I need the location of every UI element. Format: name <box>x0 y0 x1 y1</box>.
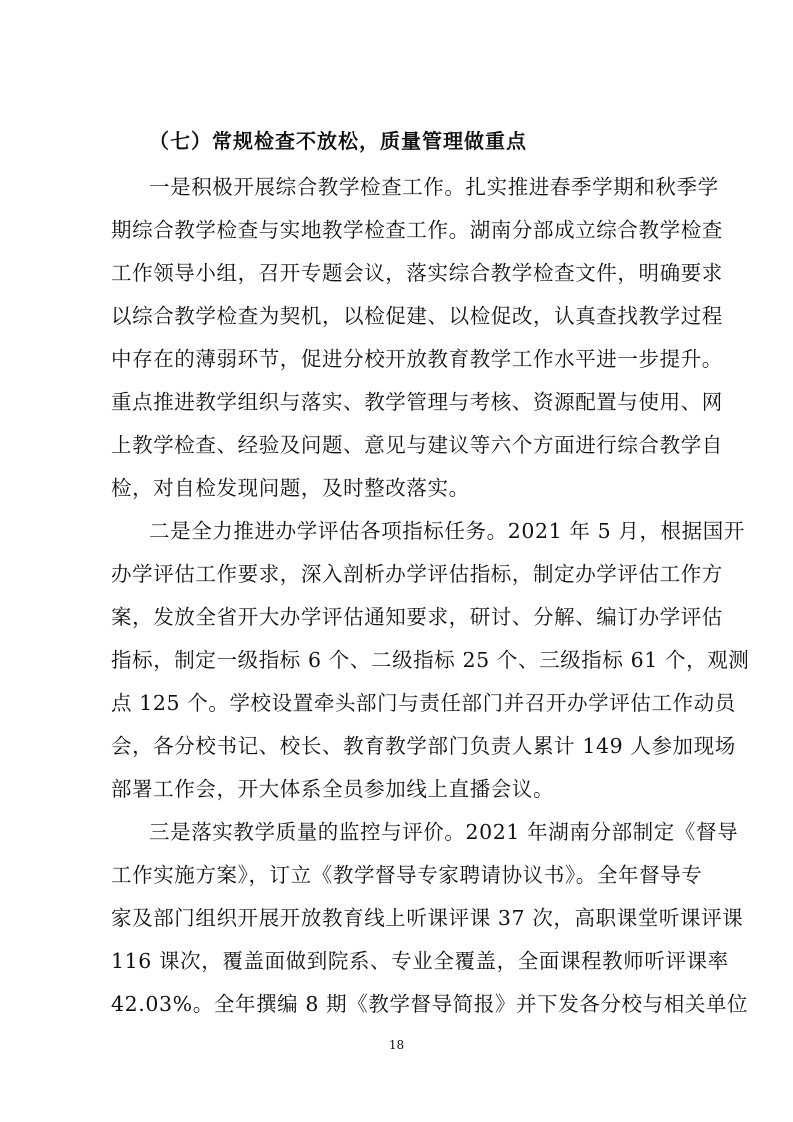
paragraph-1-line: 工作领导小组，召开专题会议，落实综合教学检查文件，明确要求 <box>111 261 723 285</box>
paragraph-2-line: 二是全力推进办学评估各项指标任务。2021 年 5 月，根据国开 <box>149 519 745 543</box>
paragraph-2-line: 部署工作会，开大体系全员参加线上直播会议。 <box>111 777 555 801</box>
paragraph-1-line: 中存在的薄弱环节，促进分校开放教育教学工作水平进一步提升。 <box>111 347 723 371</box>
paragraph-2-line: 办学评估工作要求，深入剖析办学评估指标，制定办学评估工作方 <box>111 562 723 586</box>
paragraph-3-line: 三是落实教学质量的监控与评价。2021 年湖南分部制定《督导 <box>149 820 739 844</box>
paragraph-3-line: 工作实施方案》，订立《教学督导专家聘请协议书》。全年督导专 <box>111 863 703 887</box>
paragraph-1-line: 一是积极开展综合教学检查工作。扎实推进春季学期和秋季学 <box>149 175 719 199</box>
paragraph-2-line: 指标，制定一级指标 6 个、二级指标 25 个、三级指标 61 个，观测 <box>111 648 750 672</box>
page-number: 18 <box>388 1038 405 1052</box>
paragraph-2-line: 会，各分校书记、校长、教育教学部门负责人累计 149 人参加现场 <box>111 734 736 758</box>
paragraph-3-line: 家及部门组织开展开放教育线上听课评课 37 次，高职课堂听课评课 <box>111 906 744 930</box>
paragraph-1-line: 期综合教学检查与实地教学检查工作。湖南分部成立综合教学检查 <box>111 218 723 242</box>
paragraph-1-line: 以综合教学检查为契机，以检促建、以检促改，认真查找教学过程 <box>111 304 723 328</box>
paragraph-2-line: 点 125 个。学校设置牵头部门与责任部门并召开办学评估工作动员 <box>111 691 736 715</box>
paragraph-1-line: 上教学检查、经验及问题、意见与建议等六个方面进行综合教学自 <box>111 433 723 457</box>
paragraph-1-line: 检，对自检发现问题，及时整改落实。 <box>111 476 470 500</box>
paragraph-2-line: 案，发放全省开大办学评估通知要求，研讨、分解、编订办学评估 <box>111 605 723 629</box>
section-heading: （七）常规检查不放松，质量管理做重点 <box>149 129 527 153</box>
paragraph-1-line: 重点推进教学组织与落实、教学管理与考核、资源配置与使用、网 <box>111 390 723 414</box>
paragraph-3-line: 116 课次，覆盖面做到院系、专业全覆盖，全面课程教师听评课率 <box>111 949 729 973</box>
paragraph-3-line: 42.03%。全年撰编 8 期《教学督导简报》并下发各分校与相关单位 <box>111 992 749 1016</box>
